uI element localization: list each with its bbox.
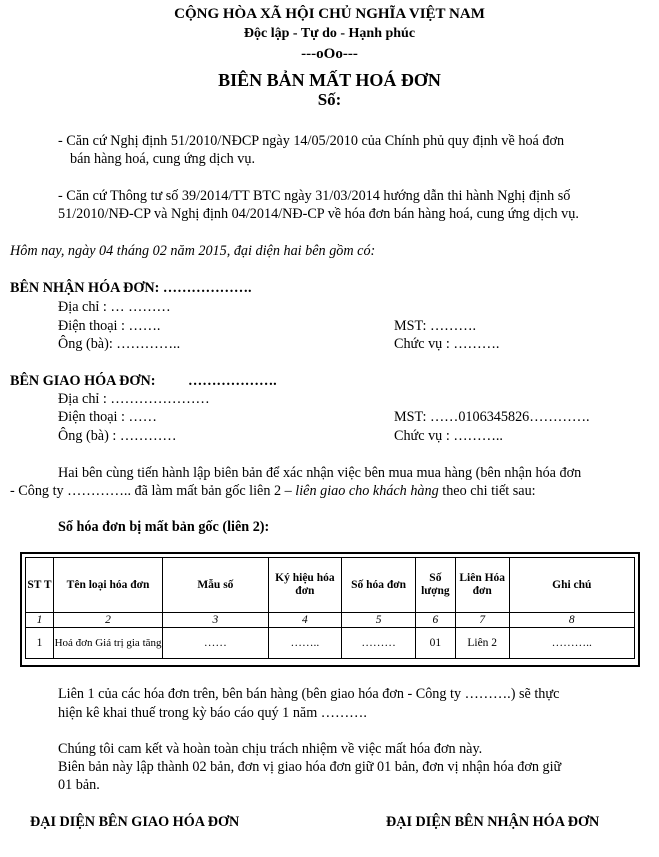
- header-copy: Liên Hóa đơn: [455, 558, 509, 613]
- giver-person: Ông (bà) : …………: [58, 428, 177, 444]
- document-title: BIÊN BẢN MẤT HOÁ ĐƠN: [218, 70, 441, 90]
- intro-line: Hôm nay, ngày 04 tháng 02 năm 2015, đại diện hai bên gồm có:: [10, 243, 376, 259]
- signature-receiver: ĐẠI DIỆN BÊN NHẬN HÓA ĐƠN: [386, 814, 600, 830]
- header-notes: Ghi chú: [509, 558, 634, 613]
- row-notes: ………..: [509, 628, 634, 659]
- declaration-p2-line-2: Biên bản này lập thành 02 bản, đơn vị giao hóa đơn giữ 01 bản, đơn vị nhận hóa đơn giữ: [58, 759, 562, 775]
- declaration-p2-line-3: 01 bản.: [58, 777, 100, 793]
- agreement-line-2-a: - Công ty ………….. đã làm mất bản gốc liên 2 –: [10, 483, 296, 499]
- agreement-line-1: Hai bên cùng tiến hành lập biên bản để xác nhận việc bên mua mua hàng (bên nhận hóa đơn: [58, 465, 582, 481]
- index-cell: 4: [268, 613, 342, 628]
- row-invoice-number: ………: [342, 628, 416, 659]
- row-copy: Liên 2: [455, 628, 509, 659]
- agreement-line-2: [10, 482, 536, 500]
- agreement-line-2-b: liên giao cho khách hàng: [295, 483, 439, 499]
- receiver-address: Địa chỉ : … ………: [58, 299, 171, 315]
- index-cell: 2: [53, 613, 162, 628]
- receiver-person: Ông (bà): …………..: [58, 336, 181, 352]
- header-stt: ST T: [26, 558, 54, 613]
- nation-title: CỘNG HÒA XÃ HỘI CHỦ NGHĨA VIỆT NAM: [174, 6, 485, 22]
- basis-item-2-line-1: - Căn cứ Thông tư số 39/2014/TT BTC ngày 31/03/2014 hướng dẫn thi hành Nghị định số: [58, 188, 571, 204]
- separator: ---oOo---: [301, 46, 358, 62]
- declaration-p1-line-1: Liên 1 của các hóa đơn trên, bên bán hàng (bên giao hóa đơn - Công ty ……….) sẽ thực: [58, 686, 560, 702]
- index-cell: 7: [455, 613, 509, 628]
- row-form-number: ……: [163, 628, 268, 659]
- row-invoice-type: Hoá đơn Giá trị gia tăng: [53, 628, 162, 659]
- index-cell: 6: [415, 613, 455, 628]
- motto: Độc lập - Tự do - Hạnh phúc: [243, 26, 416, 41]
- index-cell: 5: [342, 613, 416, 628]
- row-invoice-symbol: ……..: [268, 628, 342, 659]
- header-invoice-symbol: Ký hiệu hóa đơn: [268, 558, 342, 613]
- declaration-p2-line-1: Chúng tôi cam kết và hoàn toàn chịu trách nhiệm về việc mất hóa đơn này.: [58, 741, 483, 757]
- document-number: Số:: [317, 90, 342, 109]
- receiver-phone: Điện thoại : …….: [58, 318, 161, 334]
- giver-heading: BÊN GIAO HÓA ĐƠN:: [10, 373, 156, 389]
- basis-item-1-line-1: - Căn cứ Nghị định 51/2010/NĐCP ngày 14/05/2010 của Chính phủ quy định về hoá đơn: [58, 133, 565, 149]
- giver-heading-dots: ……………….: [188, 373, 277, 389]
- table-row: [26, 628, 635, 659]
- receiver-position: Chức vụ : ……….: [394, 336, 500, 352]
- header-invoice-number: Số hóa đơn: [342, 558, 416, 613]
- giver-phone: Điện thoại : ……: [58, 409, 157, 425]
- basis-item-1-line-2: bán hàng hoá, cung ứng dịch vụ.: [70, 151, 255, 167]
- index-cell: 3: [163, 613, 268, 628]
- giver-address: Địa chỉ : …………………: [58, 391, 210, 407]
- row-stt: 1: [26, 628, 54, 659]
- receiver-heading: BÊN NHẬN HÓA ĐƠN: ……………….: [10, 280, 252, 296]
- lost-invoice-table: [20, 552, 640, 667]
- basis-item-2-line-2: 51/2010/NĐ-CP và Nghị định 04/2014/NĐ-CP về hóa đơn bán hàng hoá, cung ứng dịch vụ.: [58, 206, 579, 222]
- header-form-number: Mẫu số: [163, 558, 268, 613]
- giver-position: Chức vụ : ………..: [394, 428, 503, 444]
- agreement-line-2-c: theo chi tiết sau:: [438, 483, 536, 499]
- receiver-mst: MST: ……….: [394, 318, 477, 334]
- row-quantity: 01: [415, 628, 455, 659]
- table-title: Số hóa đơn bị mất bản gốc (liên 2):: [58, 519, 270, 535]
- index-cell: 8: [509, 613, 634, 628]
- declaration-p1-line-2: hiện kê khai thuế trong kỳ báo cáo quý 1 năm ……….: [58, 705, 367, 721]
- header-quantity: Số lượng: [415, 558, 455, 613]
- giver-mst: MST: ……0106345826………….: [394, 409, 590, 425]
- signature-giver: ĐẠI DIỆN BÊN GIAO HÓA ĐƠN: [30, 814, 240, 830]
- index-cell: 1: [26, 613, 54, 628]
- header-invoice-type: Tên loại hóa đơn: [53, 558, 162, 613]
